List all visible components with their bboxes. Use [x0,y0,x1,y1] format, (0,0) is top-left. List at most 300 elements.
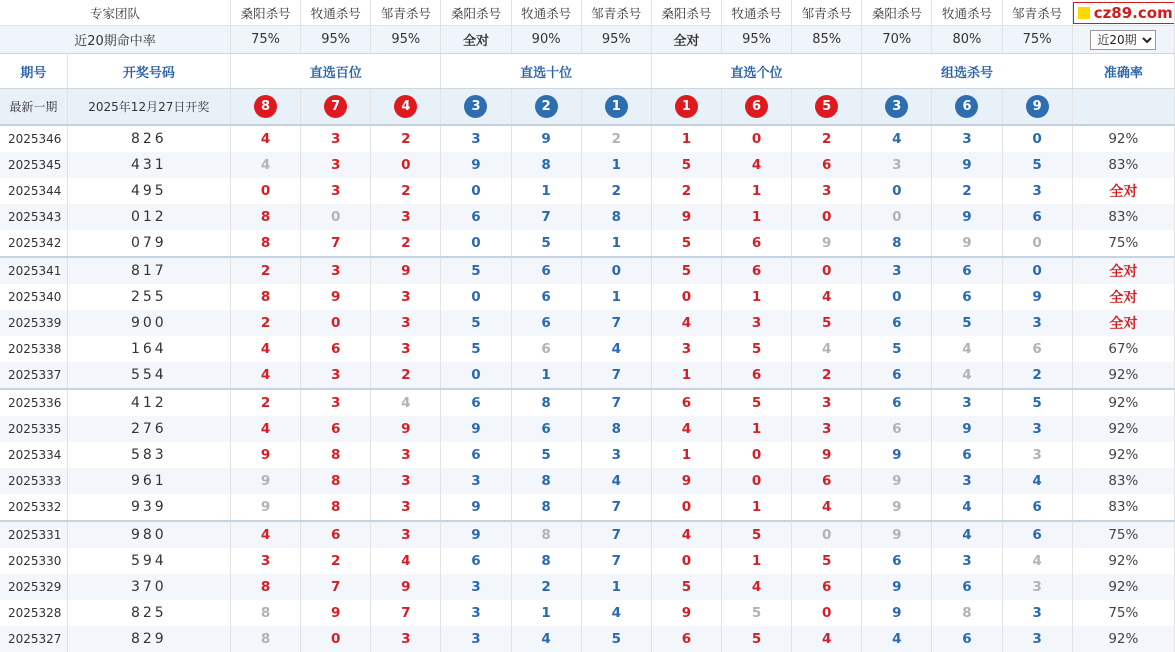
history-row [0,574,1175,600]
draw-number: 980 [67,521,230,548]
kill-number: 9 [862,600,932,626]
latest-label: 最新一期 [0,89,67,126]
draw-number: 495 [67,178,230,204]
accuracy-value: 92% [1072,125,1174,152]
kill-number: 9 [511,125,581,152]
kill-number: 3 [231,548,301,574]
kill-number: 1 [511,362,581,389]
history-row [0,442,1175,468]
kill-number: 0 [301,626,371,652]
kill-number: 0 [301,204,371,230]
kill-number: 9 [301,284,371,310]
kill-number: 2 [231,389,301,416]
kill-number: 9 [231,468,301,494]
kill-number: 9 [862,442,932,468]
kill-number: 6 [721,230,791,257]
kill-number: 5 [721,389,791,416]
kill-number: 7 [301,574,371,600]
kill-number: 3 [371,626,441,652]
kill-number: 3 [1002,310,1072,336]
issue-number: 2025341 [0,257,67,284]
issue-number: 2025337 [0,362,67,389]
accuracy-value: 全对 [1072,178,1174,204]
site-logo-cell [1072,0,1174,26]
kill-number: 5 [441,310,511,336]
kill-number: 7 [581,521,651,548]
kill-number: 8 [231,600,301,626]
kill-number: 3 [721,310,791,336]
kill-number: 1 [581,284,651,310]
kill-number: 6 [651,389,721,416]
accuracy-value: 92% [1072,548,1174,574]
kill-number: 0 [371,152,441,178]
hit-rate-row [0,26,1175,54]
accuracy-value: 92% [1072,442,1174,468]
kill-number: 5 [651,230,721,257]
kill-number: 5 [511,442,581,468]
kill-number: 2 [371,125,441,152]
history-row [0,230,1175,257]
issue-number: 2025333 [0,468,67,494]
kill-number: 3 [301,152,371,178]
kill-number: 9 [932,416,1002,442]
kill-number: 0 [1002,257,1072,284]
kill-number: 4 [231,521,301,548]
hit-rate-label: 近20期命中率 [0,26,231,54]
kill-number: 1 [511,178,581,204]
issue-number: 2025339 [0,310,67,336]
kill-number: 3 [371,204,441,230]
kill-number: 3 [1002,626,1072,652]
latest-ball-cell [1002,89,1072,126]
kill-number: 3 [862,257,932,284]
kill-number: 0 [721,442,791,468]
kill-number: 3 [301,257,371,284]
kill-number: 0 [792,600,862,626]
issue-number: 2025329 [0,574,67,600]
latest-ball-cell [441,89,511,126]
issue-number: 2025331 [0,521,67,548]
kill-number: 6 [511,284,581,310]
kill-number: 9 [1002,284,1072,310]
kill-number: 9 [862,521,932,548]
kill-number: 6 [862,362,932,389]
kill-number: 2 [371,362,441,389]
kill-number: 0 [441,178,511,204]
kill-number: 0 [721,125,791,152]
kill-number: 9 [932,204,1002,230]
kill-number: 3 [932,389,1002,416]
kill-number: 0 [1002,125,1072,152]
kill-number: 8 [581,416,651,442]
expert-name: 牧通杀号 [932,0,1002,26]
accuracy-value: 83% [1072,468,1174,494]
units-header: 直选个位 [651,54,861,89]
prediction-ball: 5 [815,95,838,118]
kill-number: 4 [651,521,721,548]
accuracy-value: 92% [1072,416,1174,442]
kill-number: 4 [511,626,581,652]
kill-number: 0 [721,468,791,494]
kill-number: 3 [1002,574,1072,600]
issue-number: 2025336 [0,389,67,416]
issue-number: 2025345 [0,152,67,178]
kill-number: 6 [792,574,862,600]
accuracy-value: 75% [1072,230,1174,257]
draw-number: 594 [67,548,230,574]
kill-number: 3 [792,178,862,204]
expert-name: 邹青杀号 [581,0,651,26]
kill-number: 6 [1002,336,1072,362]
kill-number: 3 [792,416,862,442]
kill-number: 3 [792,389,862,416]
kill-number: 9 [371,574,441,600]
expert-name: 邹青杀号 [1002,0,1072,26]
kill-number: 4 [231,362,301,389]
kill-number: 9 [231,442,301,468]
kill-number: 6 [792,468,862,494]
kill-number: 1 [651,362,721,389]
accuracy-value: 75% [1072,600,1174,626]
kill-number: 0 [441,362,511,389]
kill-number: 2 [792,125,862,152]
draw-number: 276 [67,416,230,442]
group-header: 组选杀号 [862,54,1072,89]
latest-ball-cell [862,89,932,126]
kill-number: 6 [301,521,371,548]
kill-number: 3 [651,336,721,362]
kill-number: 6 [441,548,511,574]
kill-number: 0 [792,204,862,230]
hit-rate: 95% [721,26,791,54]
draw-number: 583 [67,442,230,468]
kill-number: 1 [721,548,791,574]
history-row [0,494,1175,521]
kill-number: 2 [581,125,651,152]
tens-header: 直选十位 [441,54,651,89]
expert-name: 桑阳杀号 [231,0,301,26]
kill-number: 6 [862,389,932,416]
kill-number: 9 [932,152,1002,178]
kill-number: 3 [1002,442,1072,468]
history-row [0,284,1175,310]
kill-number: 6 [441,389,511,416]
kill-number: 4 [651,416,721,442]
issue-number: 2025327 [0,626,67,652]
hit-rate: 95% [581,26,651,54]
prediction-ball: 6 [745,95,768,118]
latest-empty-cell [1072,89,1174,126]
kill-number: 6 [301,336,371,362]
kill-number: 4 [231,152,301,178]
kill-number: 4 [792,336,862,362]
kill-number: 0 [1002,230,1072,257]
kill-number: 5 [651,257,721,284]
kill-number: 0 [651,548,721,574]
latest-ball-cell [371,89,441,126]
latest-ball-cell [651,89,721,126]
kill-number: 5 [721,336,791,362]
kill-number: 0 [792,521,862,548]
kill-number: 1 [651,125,721,152]
kill-number: 6 [1002,521,1072,548]
kill-number: 2 [371,230,441,257]
kill-number: 5 [721,521,791,548]
kill-number: 4 [581,600,651,626]
draw-number: 826 [67,125,230,152]
kill-number: 6 [511,257,581,284]
accuracy-value: 92% [1072,574,1174,600]
kill-number: 5 [511,230,581,257]
kill-number: 4 [581,468,651,494]
draw-header: 开奖号码 [67,54,230,89]
kill-number: 0 [581,257,651,284]
issue-number: 2025340 [0,284,67,310]
kill-number: 2 [581,178,651,204]
kill-number: 0 [231,178,301,204]
kill-number: 0 [441,284,511,310]
expert-name: 桑阳杀号 [862,0,932,26]
prediction-ball: 8 [254,95,277,118]
kill-number: 2 [301,548,371,574]
kill-number: 7 [301,230,371,257]
kill-number: 0 [651,284,721,310]
accuracy-value: 92% [1072,389,1174,416]
kill-number: 9 [862,468,932,494]
kill-number: 6 [932,442,1002,468]
kill-number: 3 [932,548,1002,574]
draw-number: 412 [67,389,230,416]
draw-number: 370 [67,574,230,600]
hit-rate: 全对 [441,26,511,54]
expert-name: 桑阳杀号 [651,0,721,26]
kill-number: 1 [721,178,791,204]
issue-number: 2025332 [0,494,67,521]
kill-number: 0 [862,204,932,230]
kill-number: 3 [441,626,511,652]
kill-number: 3 [371,310,441,336]
kill-number: 0 [441,230,511,257]
kill-number: 7 [581,310,651,336]
kill-number: 1 [511,600,581,626]
history-row [0,362,1175,389]
kill-number: 3 [441,125,511,152]
latest-ball-cell [792,89,862,126]
kill-number: 4 [231,416,301,442]
kill-number: 2 [511,574,581,600]
hit-rate: 95% [301,26,371,54]
latest-ball-cell [721,89,791,126]
kill-number: 5 [651,152,721,178]
kill-number: 2 [231,257,301,284]
expert-name: 桑阳杀号 [441,0,511,26]
kill-number: 1 [721,416,791,442]
kill-number: 6 [721,362,791,389]
kill-number: 4 [651,310,721,336]
kill-number: 8 [231,574,301,600]
kill-number: 5 [441,336,511,362]
hit-rate: 70% [862,26,932,54]
issue-number: 2025343 [0,204,67,230]
kill-number: 3 [1002,600,1072,626]
kill-number: 7 [581,494,651,521]
kill-number: 4 [231,336,301,362]
history-row [0,389,1175,416]
draw-number: 825 [67,600,230,626]
kill-number: 4 [862,125,932,152]
prediction-ball: 3 [885,95,908,118]
latest-ball-cell [581,89,651,126]
kill-number: 4 [932,362,1002,389]
column-header-row [0,54,1175,89]
kill-number: 9 [441,494,511,521]
issue-number: 2025328 [0,600,67,626]
kill-number: 9 [371,257,441,284]
site-logo-link[interactable] [1073,2,1175,24]
kill-number: 0 [301,310,371,336]
kill-number: 7 [511,204,581,230]
kill-number: 1 [651,442,721,468]
prediction-ball: 6 [955,95,978,118]
kill-number: 4 [932,494,1002,521]
kill-number: 9 [301,600,371,626]
kill-number: 8 [511,548,581,574]
hit-rate: 75% [1002,26,1072,54]
history-row [0,548,1175,574]
accuracy-header: 准确率 [1072,54,1174,89]
accuracy-value: 75% [1072,521,1174,548]
issue-number: 2025330 [0,548,67,574]
kill-number: 9 [231,494,301,521]
kill-number: 5 [792,548,862,574]
kill-number: 6 [792,152,862,178]
kill-number: 9 [932,230,1002,257]
kill-number: 3 [301,389,371,416]
kill-number: 8 [862,230,932,257]
kill-number: 3 [1002,416,1072,442]
draw-number: 961 [67,468,230,494]
kill-number: 1 [581,230,651,257]
kill-number: 9 [371,416,441,442]
expert-header-row [0,0,1175,26]
kill-number: 6 [1002,204,1072,230]
kill-number: 4 [792,284,862,310]
latest-date: 2025年12月27日开奖 [67,89,230,126]
kill-number: 3 [371,336,441,362]
draw-number: 900 [67,310,230,336]
kill-number: 8 [932,600,1002,626]
kill-number: 4 [932,521,1002,548]
kill-number: 3 [301,178,371,204]
prediction-ball: 2 [535,95,558,118]
kill-number: 2 [1002,362,1072,389]
accuracy-value: 92% [1072,626,1174,652]
kill-number: 6 [651,626,721,652]
kill-number: 3 [371,442,441,468]
kill-number: 3 [301,125,371,152]
kill-number: 7 [581,548,651,574]
kill-number: 3 [441,600,511,626]
kill-number: 3 [441,574,511,600]
history-row [0,416,1175,442]
hundreds-header: 直选百位 [231,54,441,89]
draw-number: 012 [67,204,230,230]
history-row [0,152,1175,178]
latest-ball-cell [301,89,371,126]
draw-number: 829 [67,626,230,652]
period-select[interactable] [1090,30,1156,50]
accuracy-value: 83% [1072,152,1174,178]
kill-number: 6 [441,442,511,468]
hit-rate: 95% [371,26,441,54]
kill-number: 8 [511,521,581,548]
kill-number: 8 [301,442,371,468]
expert-name: 牧通杀号 [511,0,581,26]
kill-number: 6 [511,336,581,362]
history-row [0,204,1175,230]
draw-number: 817 [67,257,230,284]
kill-number: 1 [721,284,791,310]
draw-number: 554 [67,362,230,389]
kill-number: 9 [441,152,511,178]
kill-number: 4 [231,125,301,152]
kill-number: 8 [511,152,581,178]
expert-name: 邹青杀号 [371,0,441,26]
kill-number: 9 [441,416,511,442]
kill-number: 9 [651,468,721,494]
history-row [0,310,1175,336]
kill-number: 1 [721,494,791,521]
kill-number: 8 [231,204,301,230]
kill-number: 8 [511,494,581,521]
kill-number: 9 [651,204,721,230]
accuracy-value: 83% [1072,204,1174,230]
expert-name: 邹青杀号 [792,0,862,26]
prediction-ball: 1 [675,95,698,118]
hit-rate: 90% [511,26,581,54]
kill-number: 7 [581,389,651,416]
draw-number: 164 [67,336,230,362]
kill-number: 8 [511,468,581,494]
kill-number: 5 [651,574,721,600]
kill-number: 6 [301,416,371,442]
history-row [0,178,1175,204]
kill-number: 6 [932,284,1002,310]
kill-number: 3 [932,468,1002,494]
latest-ball-cell [511,89,581,126]
kill-number: 4 [1002,548,1072,574]
kill-number: 6 [862,416,932,442]
issue-number: 2025335 [0,416,67,442]
prediction-ball: 3 [464,95,487,118]
kill-number: 2 [231,310,301,336]
history-row [0,125,1175,152]
kill-number: 5 [721,600,791,626]
issue-number: 2025346 [0,125,67,152]
history-row [0,521,1175,548]
issue-header: 期号 [0,54,67,89]
kill-number: 6 [441,204,511,230]
kill-number: 8 [301,468,371,494]
issue-number: 2025334 [0,442,67,468]
kill-number: 4 [371,389,441,416]
kill-number: 6 [721,257,791,284]
logo-square-icon [1078,7,1090,19]
kill-number: 9 [792,230,862,257]
accuracy-value: 全对 [1072,310,1174,336]
kill-number: 8 [231,626,301,652]
kill-number: 9 [651,600,721,626]
